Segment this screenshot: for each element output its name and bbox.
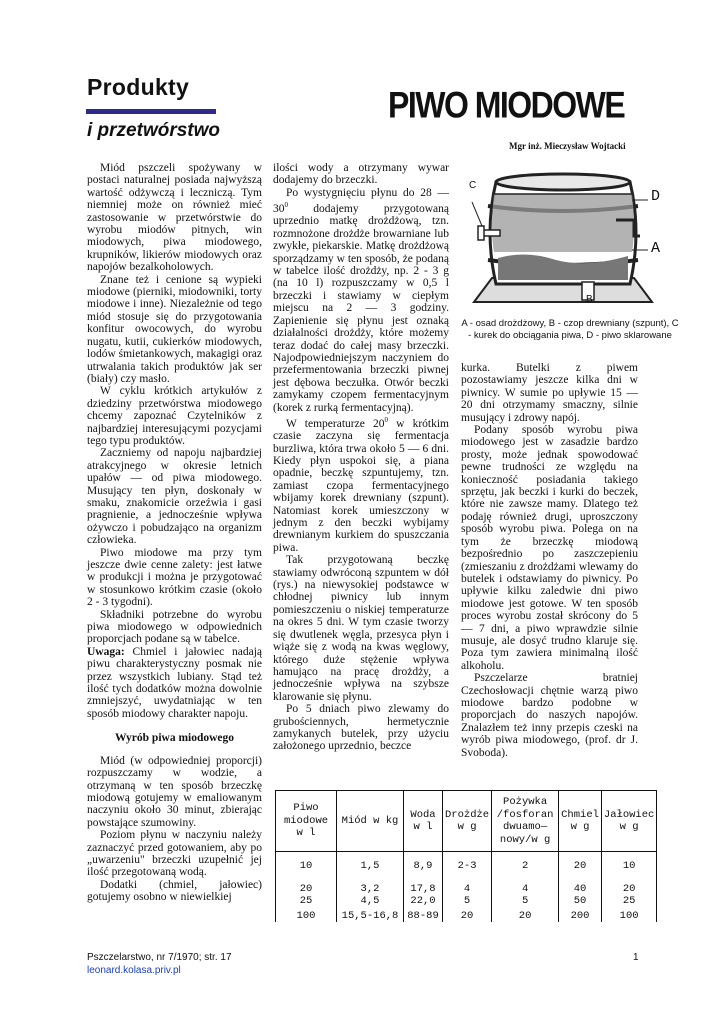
page-number: 1 — [633, 952, 639, 963]
table-row — [276, 852, 657, 883]
table-cell: 4,5 — [337, 895, 404, 910]
table-row — [276, 883, 657, 896]
table-cell: 40 — [559, 883, 602, 896]
table-row — [276, 895, 657, 910]
table-cell: 50 — [559, 895, 602, 910]
table-cell: 25 — [276, 895, 337, 910]
table-cell: 17,8 — [404, 883, 443, 896]
table-cell: 20 — [492, 910, 559, 923]
section-title: Produkty — [87, 74, 190, 100]
article-author: Mgr inż. Mieczysław Wojtacki — [509, 141, 626, 151]
table-cell: 10 — [601, 852, 656, 883]
table-cell: 100 — [276, 910, 337, 923]
note-paragraph — [87, 646, 262, 720]
section-subtitle: i przetwórstwo — [87, 120, 221, 141]
text-column-3 — [461, 362, 638, 759]
text-column-1 — [87, 162, 262, 904]
paragraph: Zaczniemy od napoju najbardziej atrakcyjnego w okresie letnich upałów — od piwa miodowego. Musujący ten płyn, doskonały w smaku, znakomicie orzeźwia i gasi pragnienie, a jednocześnie wpływa ożywczo i pobudzająco na organizm człowieka. — [87, 447, 262, 547]
table-cell: 4 — [492, 883, 559, 896]
paragraph: Dodatki (chmiel, jałowiec) gotujemy osobno w niewielkiej — [87, 878, 262, 904]
figure-label-b: B — [586, 294, 593, 305]
paragraph: W cyklu krótkich artykułów z dziedziny przetwórstwa miodowego chcemy zapoznać Czytelników z najbardziej interesującymi pozycjami tego typu produktów. — [87, 385, 262, 447]
paragraph: Po 5 dniach piwo zlewamy do grubościennych, hermetycznie zamykanych butelek, przy użyciu założonego uprzednio, beczce — [273, 703, 449, 753]
table-cell: 5 — [492, 895, 559, 910]
paragraph: Podany sposób wyrobu piwa miodowego jest w zasadzie bardzo prosty, może jednak spowodować pewne trudności ze względu na konieczność posiadania takiego sprzętu, jak beczki i kurki do beczek, które nie zawsze mamy. Dlatego też podaję również drugi, uproszczony sposób wyrobu piwa. Polega on na tym że brzeczkę miodową bezpośrednio po zaszczepieniu (zmieszaniu z drożdżami wlewamy do butelek i odstawiamy do piwnicy. Po upływie kilku zaledwie dni piwo miodowe jest gotowe. W ten sposób proces wyrobu został skrócony do 5 — 7 dni, a piwo wprawdzie silnie musuje, ale dosyć trudno klaruje się. Poza tym zawiera minimalną ilość alkoholu. — [461, 424, 638, 672]
table-cell: 2 — [492, 852, 559, 883]
table-cell: 88-89 — [404, 910, 443, 923]
paragraph — [273, 187, 449, 414]
table-cell: 25 — [601, 895, 656, 910]
table-cell: 5 — [443, 895, 492, 910]
source-link[interactable]: leonard.kolasa.priv.pl — [87, 965, 181, 976]
paragraph — [273, 414, 449, 554]
paragraph: ilości wody a otrzymany wywar dodajemy do brzeczki. — [273, 162, 449, 187]
paragraph: Znane też i cenione są wypieki miodowe (pierniki, miodowniki, torty miodowe i inne). Niezależnie od tego miód stosuje się do przygotowania konfitur owocowych, do wyrobu nugatu, kutii, cukierków miodowych, lodów śmietankowych, makagigi oraz utrwalania takich produktów jak ser (biały) czy masło. — [87, 273, 263, 385]
table-header-cell: Miód w kg — [337, 791, 404, 852]
paragraph: Miód (w odpowiedniej proporcji) rozpuszczamy w wodzie, a otrzymaną w ten sposób brzeczkę miodową gotujemy w emaliowanym naczyniu około 30 minut, zbierając powstające szumowiny. — [87, 754, 262, 829]
article-title: PIWO MIODOWE — [388, 84, 625, 126]
table-cell: 10 — [276, 852, 337, 883]
paragraph: Pszczelarze bratniej Czechosłowacji chętnie warzą piwo miodowe bardzo podobne w proporcjach do naszych napojów. Znalazłem też inny przepis czeski na wyrób piwa miodowego, (prof. dr J. Svoboda). — [461, 672, 638, 759]
table-cell: 20 — [443, 910, 492, 923]
section-divider — [86, 109, 216, 114]
figure-label-d: D — [651, 188, 661, 205]
table-header-cell: Woda w l — [404, 791, 443, 852]
subheading: Wyrób piwa miodowego — [114, 732, 235, 745]
table-cell: 200 — [559, 910, 602, 923]
table-cell: 2-3 — [443, 852, 492, 883]
paragraph: Miód pszczeli spożywany w postaci naturalnej posiada najwyższą wartość odżywczą i leczniczą. Tym niemniej może on również mieć zastosowanie w przetwórstwie do wyrobu miodów pitnych, win miodowych, piwa miodowego, krupników, likierów miodowych oraz napojów bezalkoholowych. — [87, 162, 262, 274]
paragraph: Tak przygotowaną beczkę stawiamy odwróconą szpuntem w dół (rys.) na niewysokiej podstawce w chłodnej piwnicy lub innym pomieszczeniu o niskiej temperaturze na okres 5 dni. W tym czasie tworzy się dwutlenek węgla, przesyca płyn i wiąże się z wodą na kwas węglowy, którego duże stężenie wpływa hamująco na pracę drożdży, a jednocześnie wpływa na szybsze klarowanie się płynu. — [273, 554, 449, 703]
table-header-cell: Piwo miodowe w l — [276, 791, 337, 852]
table-cell: 20 — [601, 883, 656, 896]
table-header-cell: Pożywka /fosforan dwuamo— nowy/w g — [492, 791, 559, 852]
table-cell: 100 — [601, 910, 656, 923]
table-cell: 4 — [443, 883, 492, 896]
paragraph-text: dodajemy przygotowaną uprzednio matkę drożdżową, tzn. rozmnożone drożdże browarniane lub zwykłe, piekarskie. Matkę drożdżową sporządzamy w ten sposób, że podaną w tabelce ilość drożdży, np. 2 - 3 g (na 10 l) rozpuszczamy w 0,5 l brzeczki i stawiamy w ciepłym miejscu na 2 — 3 godziny. Zapienienie się płynu jest oznaką działalności drożdży, które możemy teraz dodać do całej masy brzeczki. Najodpowiedniejszym naczyniem do przefermentowania brzeczki piwnej jest dębowa beczułka. Otwór beczki zamykamy czopem fermentacyjnym (korek z rurką fermentacyjną). — [273, 203, 449, 414]
text-column-2 — [273, 162, 449, 753]
paragraph-text: Po wystygnięciu płynu do 28 — 30 — [273, 186, 449, 216]
table-header-row — [276, 791, 657, 852]
table-cell: 20 — [559, 852, 602, 883]
degree-sup: 0 — [284, 201, 288, 210]
figure-caption: A - osad drożdżowy, B - czop drewniany (szpunt), C - kurek do obciągania piwa, D - piwo sklarowane — [461, 318, 679, 341]
paragraph-text: w krótkim czasie zaczyna się fermentacja burzliwa, która trwa około 5 — 6 dni. Kiedy płyn uspokoi się, a piana opadnie, beczkę szpuntujemy, tzn. zamiast czopa fermentacyjnego wbijamy korek drewniany (szpunt). Natomiast korek umieszczony w jednym z den beczki wybijamy drewnianym kurkiem do spuszczania piwa. — [273, 417, 449, 554]
paragraph: Poziom płynu w naczyniu należy zaznaczyć przed gotowaniem, aby po „uwarzeniu" brzeczki uzupełnić jej ilość przegotowaną wodą. — [87, 829, 262, 879]
source-citation: Pszczelarstwo, nr 7/1970; str. 17 — [87, 952, 232, 963]
paragraph: Składniki potrzebne do wyrobu piwa miodowego w odpowiednich proporcjach podane są w tabelce. — [87, 608, 262, 646]
table-cell: 15,5-16,8 — [337, 910, 404, 923]
paragraph-text: W temperaturze 20 — [286, 417, 385, 430]
note-lead: Uwaga: — [87, 645, 125, 658]
table-cell: 3,2 — [337, 883, 404, 896]
barrel-illustration — [466, 160, 666, 312]
figure-label-c: C — [469, 180, 477, 191]
table-header-cell: Drożdże w g — [443, 791, 492, 852]
table-row — [276, 910, 657, 923]
figure-label-a: A — [651, 240, 661, 257]
degree-sup: 0 — [384, 415, 388, 424]
table-cell: 20 — [276, 883, 337, 896]
table-header-cell: Jałowiec w g — [601, 791, 656, 852]
paragraph: Piwo miodowe ma przy tym jeszcze dwie cenne zalety: jest łatwe w produkcji i można je przygotować w stosunkowo krótkim czasie (około 2 - 3 tygodni). — [87, 546, 262, 609]
table-cell: 1,5 — [337, 852, 404, 883]
ingredients-table — [275, 790, 657, 922]
table-cell: 8,9 — [404, 852, 443, 883]
paragraph: kurka. Butelki z piwem pozostawiamy jeszcze kilka dni w piwnicy. W sumie po upływie 15 —20 dni otrzymamy smaczny, silnie musujący i zdrowy napój. — [461, 362, 638, 424]
table-cell: 22,0 — [404, 895, 443, 910]
table-header-cell: Chmiel w g — [559, 791, 602, 852]
note-text: Chmiel i jałowiec nadają piwu charakterystyczny posmak nie przez wszystkich lubiany. Stąd też ilość tych dodatków można dowolnie zmniejszyć, uwydatniając w ten sposób miodowy charakter napoju. — [87, 645, 262, 720]
